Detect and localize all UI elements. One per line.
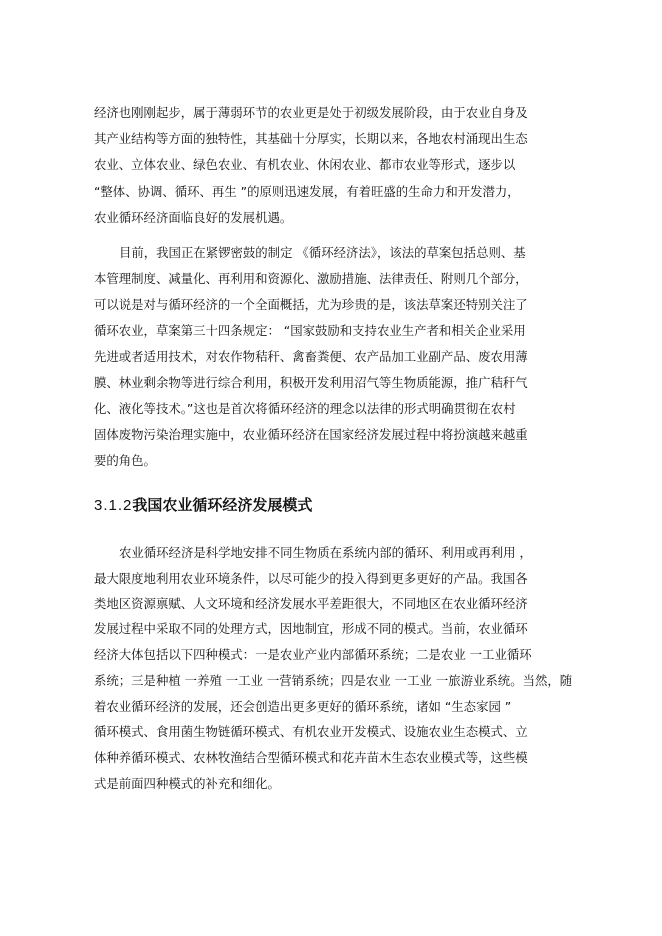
text-line: 本管理制度、减量化、再利用和资源化、激励措施、法律责任、附则几个部分，	[94, 271, 528, 286]
text-line: 体种养循环模式、农林牧渔结合型循环模式和花卉苗木生态农业模式等，这些模	[94, 750, 528, 765]
text-line: 化、液化等技术。”这也是首次将循环经济的理念以法律的形式明确贯彻在农村	[94, 401, 516, 416]
text-line: 着农业循环经济的发展，还会创造出更多更好的循环系统，诸如 “生态家园 ”	[94, 699, 512, 714]
text-line: 经济也刚刚起步，属于薄弱环节的农业更是处于初级发展阶段，由于农业自身及	[94, 105, 528, 120]
text-line: “整体、协调、循环、再生 ”的原则迅速发展，有着旺盛的生命力和开发潜力，	[94, 184, 520, 199]
text-line: 要的角色。	[94, 453, 156, 468]
text-line: 经济大体包括以下四种模式：一是农业产业内部循环系统；二是农业 一工业循环	[94, 647, 532, 662]
text-line: 目前，我国正在紧锣密鼓的制定 《循环经济法》，该法的草案包括总则、基	[119, 245, 526, 260]
text-line: 农业循环经济面临良好的发展机遇。	[94, 210, 293, 225]
text-line: 农业循环经济是科学地安排不同生物质在系统内部的循环、利用或再利用 ，	[119, 545, 532, 560]
section-number: 3.1.2	[94, 497, 133, 514]
text-line: 农业、立体农业、绿色农业、有机农业、休闲农业、都市农业等形式，逐步以	[94, 157, 516, 172]
text-line: 类地区资源禀赋、人文环境和经济发展水平差距很大，不同地区在农业循环经济	[94, 596, 528, 611]
text-line: 发展过程中采取不同的处理方式，因地制宜，形成不同的模式。当前，农业循环	[94, 621, 528, 636]
text-line: 系统；三是种植 一养殖 一工业 一营销系统；四是农业 一工业 一旅游业系统。当然，随	[94, 673, 573, 688]
section-title: 我国农业循环经济发展模式	[132, 496, 313, 514]
text-line: 循环农业，草案第三十四条规定： “国家鼓励和支持农业生产者和相关企业采用	[94, 323, 526, 338]
text-line: 膜、林业剩余物等进行综合利用，积极开发利用沼气等生物质能源，推广秸秆气	[94, 375, 528, 390]
section-heading	[94, 495, 312, 516]
text-line: 式是前面四种模式的补充和细化。	[94, 776, 280, 791]
text-line: 先进或者适用技术，对农作物秸秆、禽畜粪便、农产品加工业副产品、废农用薄	[94, 349, 528, 364]
text-line: 可以说是对与循环经济的一个全面概括，尤为珍贵的是，该法草案还特别关注了	[94, 297, 528, 312]
text-line: 固体废物污染治理实施中，农业循环经济在国家经济发展过程中将扮演越来越重	[94, 427, 528, 442]
text-line: 循环模式、食用菌生物链循环模式、有机农业开发模式、设施农业生态模式、立	[94, 724, 528, 739]
text-line: 其产业结构等方面的独特性，其基础十分厚实，长期以来，各地农村涌现出生态	[94, 131, 528, 146]
text-line: 最大限度地利用农业环境条件，以尽可能少的投入得到更多更好的产品。我国各	[94, 571, 528, 586]
